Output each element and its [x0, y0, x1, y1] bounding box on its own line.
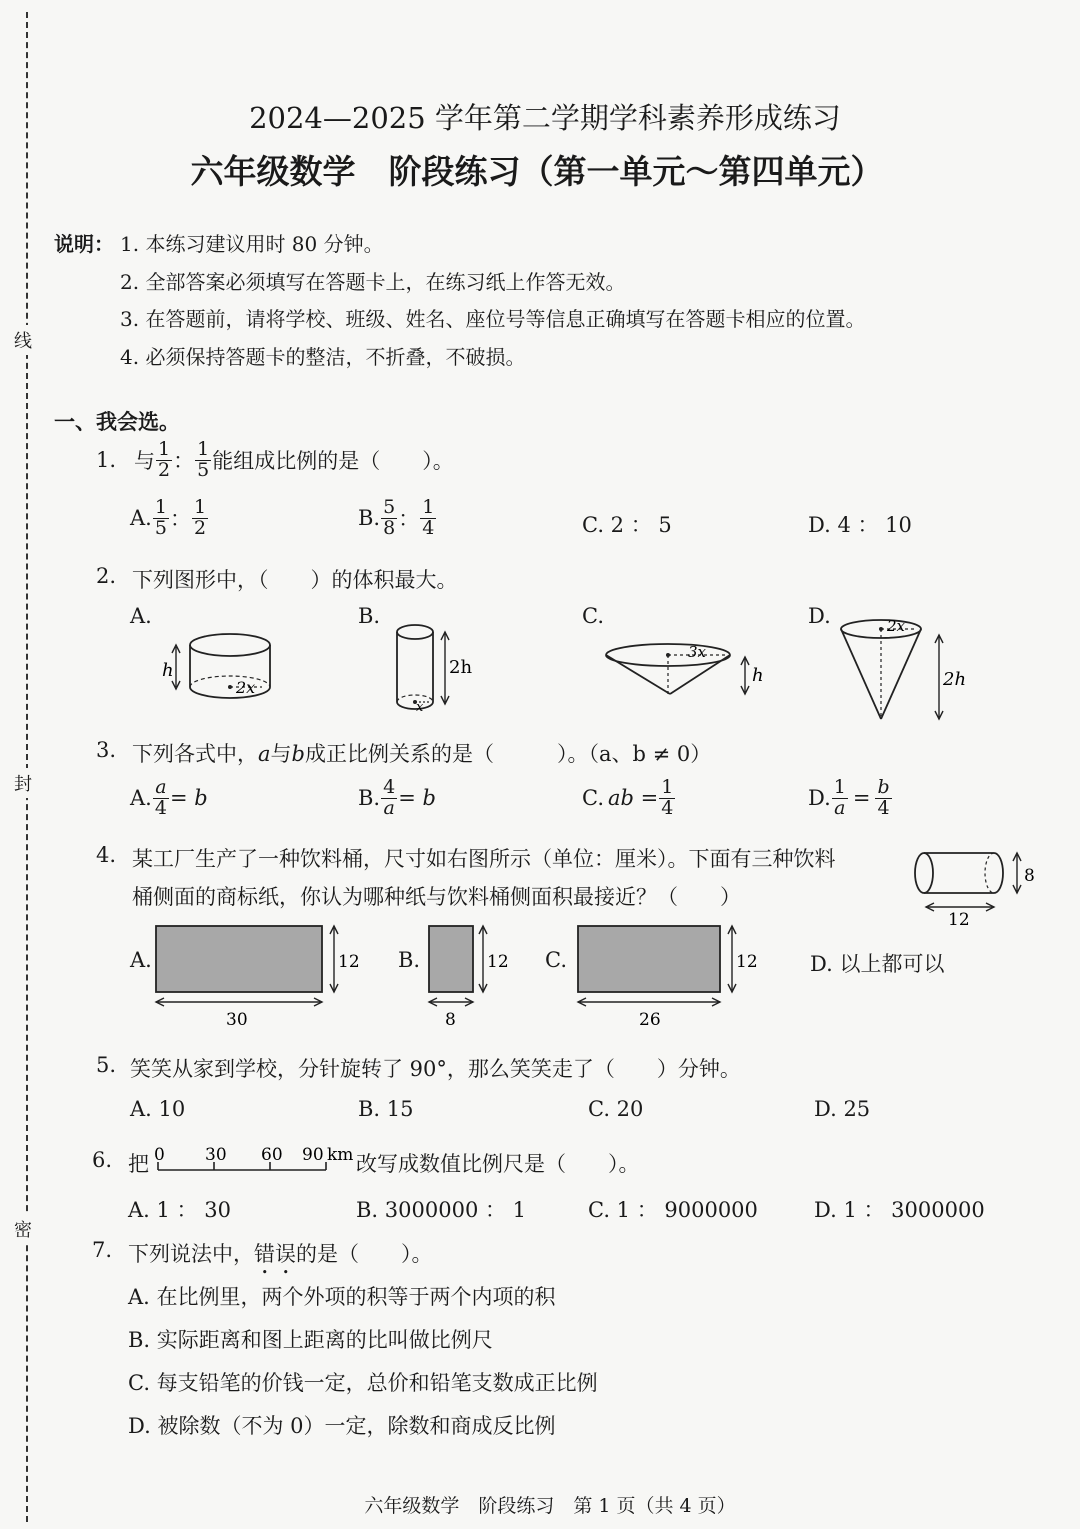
line-scale-figure	[150, 1140, 360, 1180]
fraction	[659, 778, 675, 819]
section-title: 一、我会选。	[54, 409, 180, 434]
q4-line2: 桶侧面的商标纸，你认为哪种纸与饮料桶侧面积最接近？（ ）	[132, 885, 741, 909]
scale-tick: 90	[302, 1145, 324, 1165]
q2-text: 下列图形中，（ ）的体积最大。	[132, 568, 458, 592]
option-label: A.	[130, 786, 152, 811]
numerator: 1	[197, 438, 210, 460]
q3-pre: 下列各式中，	[132, 742, 258, 766]
denominator: 4	[661, 796, 674, 819]
q2-label-a: A.	[130, 604, 152, 628]
q7-post: 的是（ ）。	[296, 1242, 433, 1266]
q6-pre: 把	[128, 1152, 149, 1176]
var-b: b	[291, 742, 305, 766]
dim-label: 12	[948, 910, 970, 930]
numerator: 1	[158, 438, 171, 460]
fraction	[832, 778, 848, 819]
option-label: A.	[130, 506, 152, 531]
numerator: 1	[833, 776, 846, 798]
q1-post: 能组成比例的是（ ）。	[212, 449, 454, 474]
page-footer: 六年级数学 阶段练习 第 1 页（共 4 页）	[364, 1495, 736, 1517]
q1-option-a: A. $\frac{1}{5}$ ： $\frac{1}{2}$	[130, 496, 207, 539]
instructions-label: 说明：	[54, 232, 114, 256]
dim-label: h	[162, 660, 174, 681]
rhs: = b	[169, 786, 208, 811]
numerator: 1	[422, 496, 435, 518]
denominator: 5	[154, 516, 167, 539]
fraction	[192, 498, 208, 539]
q4-label-b: B.	[398, 948, 421, 972]
instruction-item: 3. 在答题前，请将学校、班级、姓名、座位号等信息正确填写在答题卡相应的位置。	[120, 307, 866, 331]
q5-option-d: D. 25	[814, 1097, 871, 1121]
label-paper-c	[574, 922, 774, 1032]
instruction-item: 4. 必须保持答题卡的整洁，不折叠，不破损。	[120, 345, 526, 369]
q7-number: 7.	[92, 1238, 113, 1262]
denominator: 2	[158, 458, 171, 481]
barrel-figure	[910, 845, 1040, 930]
q2-number: 2.	[96, 564, 117, 588]
var-a: a	[258, 742, 271, 766]
fraction	[153, 498, 169, 539]
question-1	[96, 440, 454, 481]
q4-line1: 某工厂生产了一种饮料桶，尺寸如右图所示（单位：厘米）。下面有三种饮料	[132, 847, 836, 871]
option-label: C.	[582, 786, 604, 811]
exam-subtitle: 六年级数学 阶段练习（第一单元～第四单元）	[190, 152, 884, 191]
q1-option-b: B. $\frac{5}{8}$ ： $\frac{1}{4}$	[358, 496, 435, 539]
q4-number: 4.	[96, 843, 117, 867]
cone-c-figure	[600, 635, 780, 705]
q7-pre: 下列说法中，	[128, 1242, 254, 1266]
fraction	[381, 778, 397, 819]
q4-label-a: A.	[130, 948, 152, 972]
q3-option-d	[808, 778, 893, 819]
denominator: 4	[422, 516, 435, 539]
fraction	[195, 440, 211, 481]
q3-mid: 与	[270, 742, 292, 766]
q3-text	[132, 738, 711, 768]
dim-label: 2x	[236, 678, 256, 697]
q6-post: 改写成数值比例尺是（ ）。	[356, 1152, 640, 1176]
dim-label: 2x	[887, 617, 906, 635]
q7-option-d: D. 被除数（不为 0）一定，除数和商成反比例	[128, 1414, 556, 1438]
cylinder-a-figure	[150, 625, 290, 715]
numerator: b	[877, 776, 890, 798]
colon: ：	[173, 449, 195, 474]
q2-label-c: C.	[582, 604, 604, 628]
q4-label-c: C.	[545, 948, 567, 972]
numerator: 1	[193, 496, 207, 518]
option-label: B.	[358, 786, 381, 811]
q1-number: 1.	[96, 448, 117, 473]
dim-label: 30	[226, 1010, 248, 1030]
q3-option-a	[130, 778, 208, 819]
dim-label: 12	[338, 952, 360, 972]
denominator: a	[834, 796, 846, 819]
dim-label: h	[752, 665, 764, 686]
denominator: 2	[193, 516, 207, 539]
numerator: 4	[383, 776, 396, 798]
q6-option-c: C. 1 ： 9000000	[588, 1198, 758, 1222]
label-paper-b	[425, 922, 525, 1032]
q6-option-d: D. 1 ： 3000000	[814, 1198, 985, 1222]
q2-label-d: D.	[808, 604, 831, 628]
dim-label: 2h	[449, 657, 473, 678]
cone-d-figure	[835, 615, 975, 725]
q3-post: 成正比例关系的是（ ）。（a、b ≠ 0）	[304, 742, 712, 766]
fraction	[156, 440, 172, 481]
dim-label: 26	[639, 1010, 661, 1030]
q7-text	[128, 1238, 433, 1279]
q5-option-a: A. 10	[130, 1097, 186, 1121]
denominator: 8	[383, 516, 396, 539]
rhs: = b	[398, 786, 436, 811]
binding-dashed-line	[26, 12, 28, 1522]
numerator: 5	[383, 496, 396, 518]
q6-number: 6.	[92, 1148, 113, 1172]
q4-option-d: D. 以上都可以	[810, 952, 945, 976]
numerator: 1	[154, 496, 167, 518]
denominator: 4	[154, 796, 167, 819]
scale-unit: km	[327, 1145, 354, 1165]
exam-title: 2024—2025 学年第二学期学科素养形成练习	[249, 101, 841, 135]
q7-emphasis: 错误	[254, 1242, 296, 1266]
binding-mark-line: 线	[14, 325, 32, 355]
instruction-item: 1. 本练习建议用时 80 分钟。	[120, 232, 384, 256]
fraction	[381, 498, 397, 539]
q5-option-b: B. 15	[358, 1097, 414, 1121]
dim-label: 3x	[688, 643, 707, 661]
q6-option-a: A. 1 ： 30	[128, 1198, 231, 1222]
q1-pre: 与	[134, 449, 156, 474]
q2-label-b: B.	[358, 604, 381, 628]
dim-label: x	[416, 700, 424, 715]
scale-tick: 60	[261, 1145, 283, 1165]
denominator: 4	[877, 796, 890, 819]
label-paper-a	[152, 922, 372, 1032]
q7-option-b: B. 实际距离和图上距离的比叫做比例尺	[128, 1328, 493, 1352]
option-label: B.	[358, 506, 381, 531]
dim-label: 2h	[943, 669, 967, 690]
q1-option-c: C. 2 ： 5	[582, 513, 672, 537]
q5-option-c: C. 20	[588, 1097, 644, 1121]
scale-tick: 30	[205, 1145, 227, 1165]
q5-number: 5.	[96, 1053, 117, 1077]
binding-mark-close: 密	[14, 1214, 32, 1244]
numerator: 1	[661, 776, 674, 798]
numerator: a	[155, 776, 167, 798]
dim-label: 12	[487, 952, 509, 972]
dim-label: 8	[445, 1010, 456, 1030]
dim-label: 8	[1024, 866, 1035, 886]
q6-option-b: B. 3000000 ： 1	[356, 1198, 527, 1222]
fraction	[875, 778, 891, 819]
lhs: ab =	[608, 786, 659, 811]
equals: =	[852, 786, 871, 811]
q7-option-c: C. 每支铅笔的价钱一定，总价和铅笔支数成正比例	[128, 1371, 598, 1395]
option-label: D.	[808, 786, 831, 811]
fraction	[420, 498, 436, 539]
denominator: 5	[197, 458, 210, 481]
cylinder-b-figure	[385, 620, 495, 720]
instruction-item: 2. 全部答案必须填写在答题卡上，在练习纸上作答无效。	[120, 270, 626, 294]
q5-text: 笑笑从家到学校，分针旋转了 90°，那么笑笑走了（ ）分钟。	[130, 1057, 741, 1081]
binding-mark-seal: 封	[14, 768, 32, 798]
q1-option-d: D. 4 ： 10	[808, 513, 912, 537]
denominator: a	[383, 796, 395, 819]
q3-option-c	[582, 778, 676, 819]
dim-label: 12	[736, 952, 758, 972]
q3-option-b	[358, 778, 436, 819]
q3-number: 3.	[96, 738, 117, 762]
q7-option-a: A. 在比例里，两个外项的积等于两个内项的积	[128, 1285, 556, 1309]
fraction	[153, 778, 169, 819]
scale-tick: 0	[154, 1145, 165, 1165]
